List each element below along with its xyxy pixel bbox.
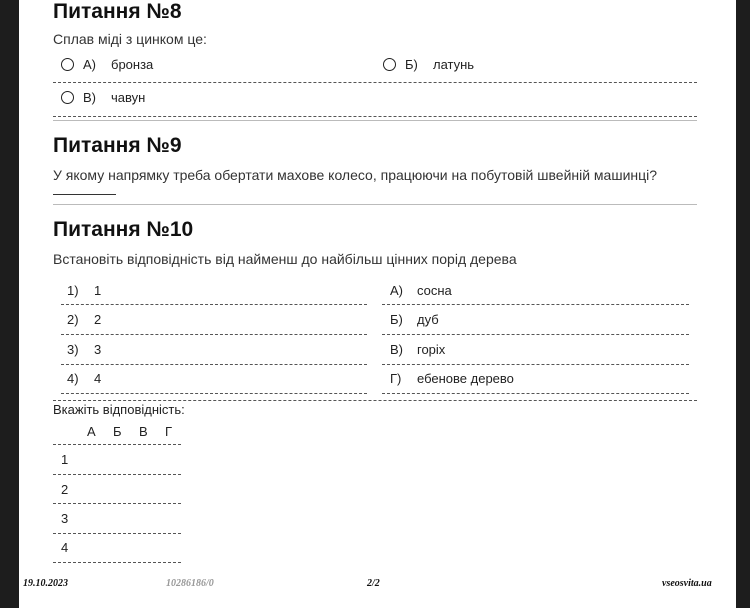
question-text: Сплав міді з цинком це: xyxy=(53,31,207,47)
left-num: 1) xyxy=(67,283,79,298)
grid-line xyxy=(53,474,181,475)
divider xyxy=(61,304,367,305)
divider xyxy=(53,400,697,401)
question-title: Питання №10 xyxy=(53,218,194,241)
option-letter: Б) xyxy=(405,57,418,72)
answer-label: Вкажіть відповідність: xyxy=(53,402,185,417)
right-text: горіх xyxy=(417,342,446,357)
radio-icon[interactable] xyxy=(61,58,74,71)
radio-icon[interactable] xyxy=(61,91,74,104)
left-text: 4 xyxy=(94,371,102,386)
document-page xyxy=(19,0,736,608)
grid-line xyxy=(53,444,181,445)
grid-row-label: 1 xyxy=(61,452,69,467)
question-separator xyxy=(53,120,697,121)
grid-line xyxy=(53,533,181,534)
footer-site: vseosvita.ua xyxy=(662,578,712,589)
option-a[interactable] xyxy=(61,57,153,72)
question-title: Питання №9 xyxy=(53,134,182,157)
answer-line[interactable] xyxy=(53,194,116,195)
option-text: бронза xyxy=(111,57,154,72)
grid-line xyxy=(53,562,181,563)
left-text: 2 xyxy=(94,312,102,327)
grid-col-header: Б xyxy=(113,424,122,439)
option-v[interactable] xyxy=(61,90,145,105)
radio-icon[interactable] xyxy=(383,58,396,71)
right-text: сосна xyxy=(417,283,452,298)
left-text: 3 xyxy=(94,342,102,357)
left-text: 1 xyxy=(94,283,102,298)
question-10 xyxy=(53,218,697,268)
question-separator xyxy=(53,204,697,205)
question-8 xyxy=(53,0,697,48)
question-text: Встановіть відповідність від найменш до найбільш цінних порід дерева xyxy=(53,251,517,267)
question-9 xyxy=(53,134,697,184)
right-text: дуб xyxy=(417,312,439,327)
question-title: Питання №8 xyxy=(53,0,182,23)
left-num: 4) xyxy=(67,371,79,386)
footer-code: 10286186/0 xyxy=(166,578,214,589)
grid-col-header: Г xyxy=(165,424,173,439)
divider xyxy=(382,334,689,335)
footer-page: 2/2 xyxy=(367,578,380,589)
grid-col-header: В xyxy=(139,424,148,439)
divider xyxy=(382,393,689,394)
divider xyxy=(53,116,697,117)
right-letter: В) xyxy=(390,342,403,357)
left-num: 2) xyxy=(67,312,79,327)
divider xyxy=(382,304,689,305)
option-text: чавун xyxy=(111,90,146,105)
grid-row-label: 4 xyxy=(61,540,69,555)
divider xyxy=(61,364,367,365)
right-letter: Г) xyxy=(390,371,402,386)
question-text: У якому напрямку треба обертати махове колесо, працюючи на побутовій швейній машинці? xyxy=(53,167,658,183)
divider xyxy=(61,334,367,335)
left-num: 3) xyxy=(67,342,79,357)
divider xyxy=(53,82,697,83)
right-text: ебенове дерево xyxy=(417,371,514,386)
divider xyxy=(61,393,367,394)
right-letter: Б) xyxy=(390,312,403,327)
footer-date: 19.10.2023 xyxy=(23,578,68,589)
option-b[interactable] xyxy=(383,57,474,72)
grid-row-label: 2 xyxy=(61,482,69,497)
grid-col-header: А xyxy=(87,424,96,439)
option-letter: В) xyxy=(83,90,96,105)
right-letter: А) xyxy=(390,283,403,298)
grid-line xyxy=(53,503,181,504)
option-letter: А) xyxy=(83,57,96,72)
divider xyxy=(382,364,689,365)
grid-row-label: 3 xyxy=(61,511,69,526)
option-text: латунь xyxy=(433,57,475,72)
